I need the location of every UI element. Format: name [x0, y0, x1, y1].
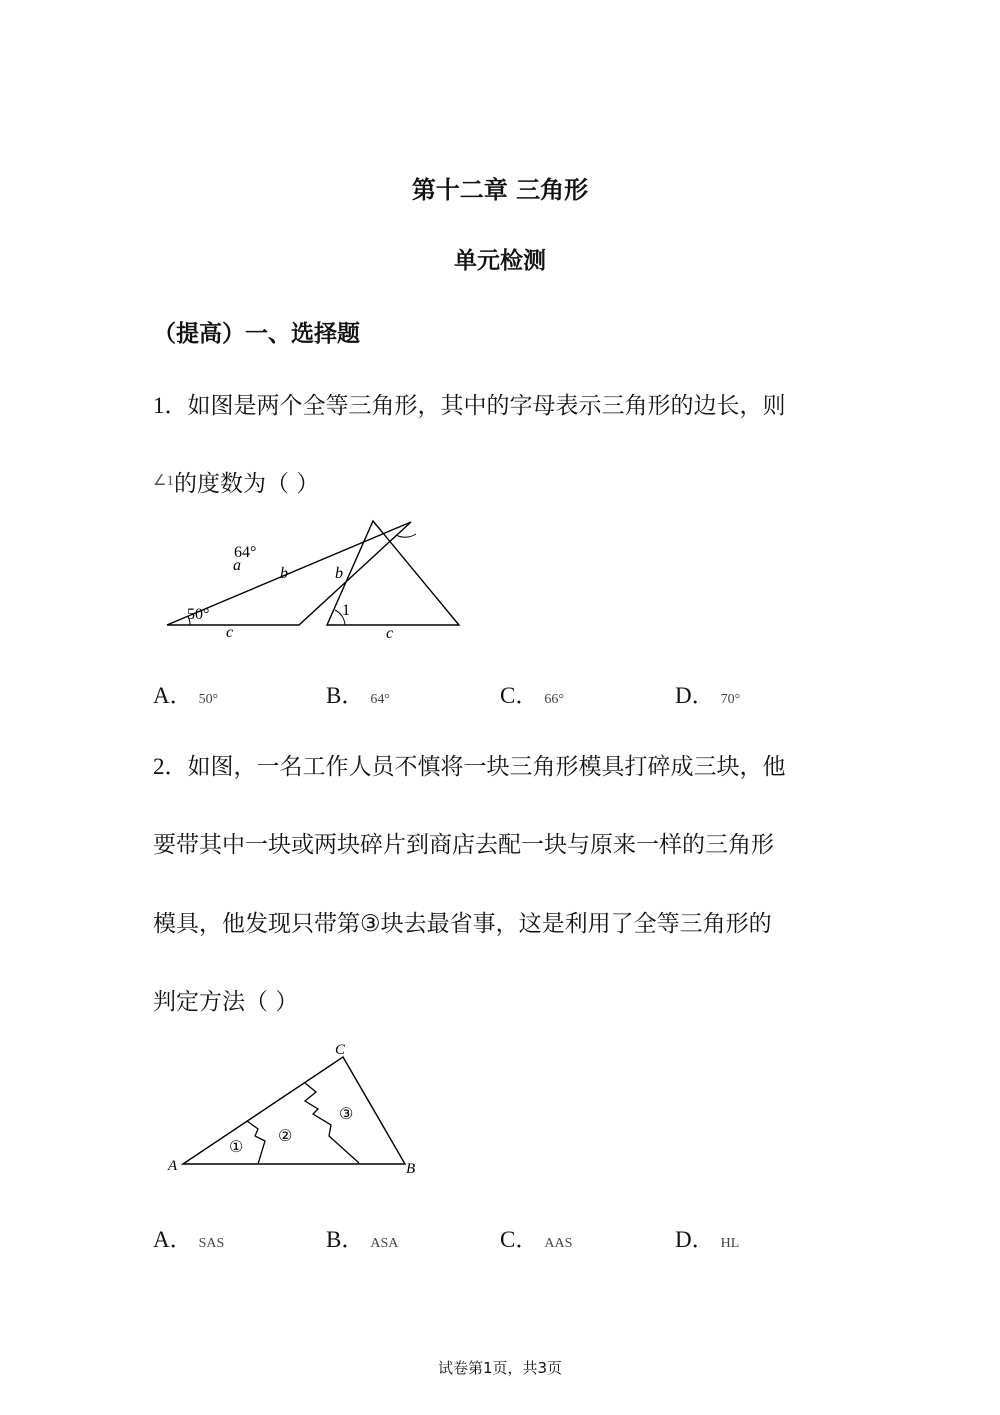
side-c-label: c	[226, 624, 234, 641]
option-letter: C．	[500, 683, 539, 708]
question-1-option-b[interactable]	[326, 677, 390, 710]
right-side-c-label: c	[386, 625, 394, 642]
vertex-c-label: C	[335, 1042, 346, 1058]
vertex-a-label: A	[168, 1158, 178, 1174]
option-letter: D．	[675, 1227, 715, 1252]
question-1-option-c[interactable]	[500, 677, 564, 710]
document-subtitle: 单元检测	[454, 248, 546, 274]
question-1-number: 1	[153, 393, 165, 418]
option-value: ASA	[370, 1236, 399, 1251]
right-side-b-label: b	[335, 565, 343, 582]
option-letter: D．	[675, 683, 715, 708]
piece-1-label: ①	[229, 1139, 244, 1156]
question-2-line-4: 判定方法（ ）	[153, 989, 299, 1015]
option-value: HL	[720, 1236, 740, 1251]
question-2-option-d[interactable]	[675, 1221, 739, 1254]
option-value: SAS	[198, 1236, 225, 1251]
option-letter: A．	[153, 1227, 193, 1252]
document-title: 第十二章 三角形	[411, 176, 589, 204]
question-2-text-1: ．如图，一名工作人员不慎将一块三角形模具打碎成三块，他	[164, 754, 786, 780]
option-value: 64°	[370, 692, 390, 707]
angle-64-label: 64°	[234, 544, 257, 561]
option-value: 70°	[720, 692, 741, 707]
question-1-text-1: ．如图是两个全等三角形，其中的字母表示三角形的边长，则	[164, 393, 786, 419]
option-letter: B．	[326, 683, 365, 708]
angle-50-label: 50°	[187, 606, 210, 623]
question-1-option-a[interactable]	[153, 677, 218, 710]
crack-line-2	[305, 1083, 359, 1163]
crack-line-1	[247, 1121, 265, 1164]
question-1-line-2	[153, 465, 319, 498]
question-2-option-c[interactable]	[500, 1221, 572, 1254]
piece-2-label: ②	[278, 1128, 293, 1145]
question-1-figure	[160, 515, 470, 645]
vertex-b-label: B	[406, 1161, 416, 1177]
option-letter: B．	[326, 1227, 365, 1252]
question-2-option-a[interactable]	[153, 1221, 224, 1254]
question-1-option-d[interactable]	[675, 677, 740, 710]
question-2-number: 2	[153, 754, 165, 779]
angle-1-label: 1	[342, 602, 350, 619]
option-value: AAS	[544, 1236, 573, 1251]
question-2-line-2: 要带其中一块或两块碎片到商店去配一块与原来一样的三角形	[153, 832, 774, 858]
broken-triangle-outline	[183, 1057, 405, 1164]
section-heading: （提高）一、选择题	[153, 321, 360, 347]
option-value: 50°	[198, 692, 219, 707]
question-2-option-b[interactable]	[326, 1221, 398, 1254]
question-1-text-2: 的度数为（ ）	[173, 471, 320, 497]
page-footer: 试卷第1页，共3页	[437, 1359, 563, 1377]
question-2-figure	[160, 1035, 430, 1180]
question-2-line-3: 模具，他发现只带第③块去最省事，这是利用了全等三角形的	[153, 911, 772, 937]
option-value: 66°	[544, 692, 564, 707]
option-letter: C．	[500, 1227, 539, 1252]
angle-1-symbol: ∠1	[153, 473, 174, 489]
left-triangle	[167, 522, 416, 641]
side-a-label: a	[233, 557, 241, 574]
side-b-label: b	[280, 565, 288, 582]
piece-3-label: ③	[339, 1106, 354, 1123]
option-letter: A．	[153, 683, 193, 708]
question-1-line-1	[153, 387, 786, 420]
question-2-line-1	[153, 748, 786, 781]
